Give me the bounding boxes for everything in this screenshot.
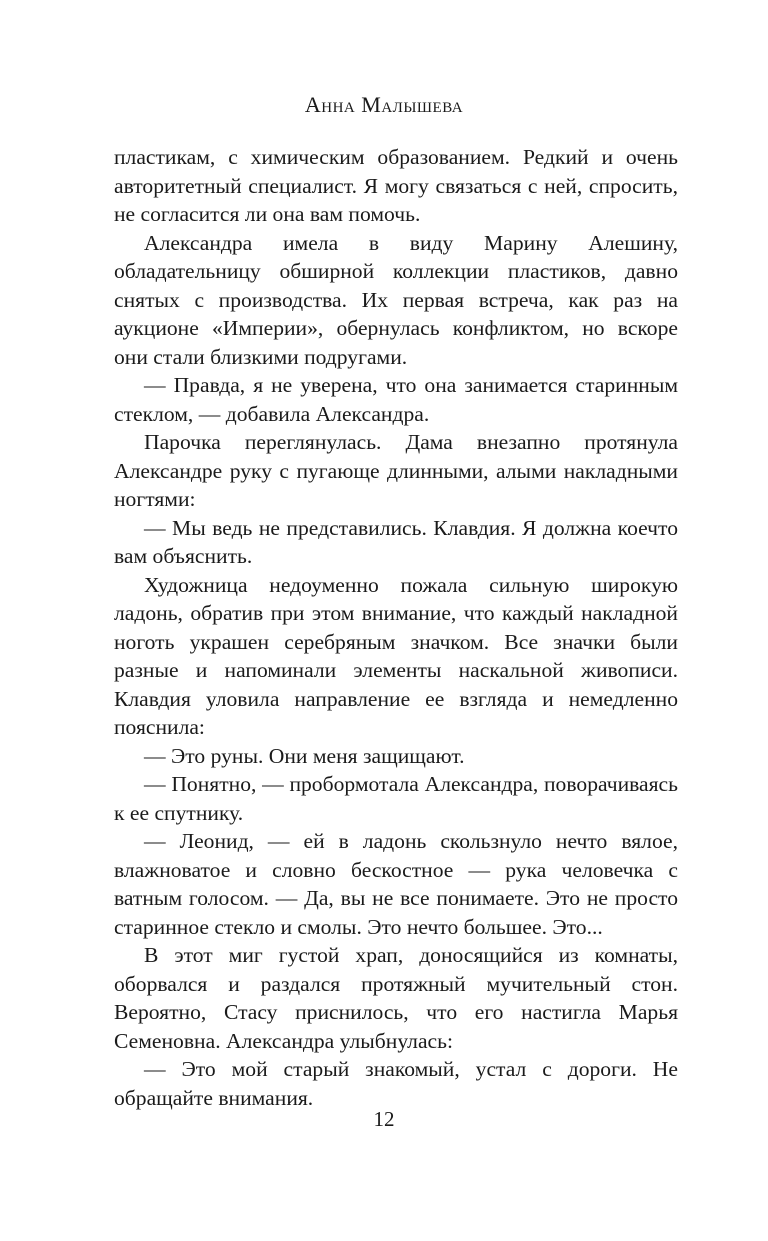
paragraph: В этот миг густой храп, доносящийся из комнаты, оборвался и раздался протяжный мучительный стон. Вероятно, Стасу приснилось, что его настигла Марья Семеновна. Александра улыбнулась: [114,943,678,1053]
paragraph: — Леонид, — ей в ладонь скользнуло нечто вялое, влажноватое и словно бескостное — рука человечка с ватным голосом. — Да, вы не все понимаете. Это не просто старинное стекло и смолы. Это нечто большее. Это... [114,829,678,939]
paragraph: — Понятно, — пробормотала Александра, поворачиваясь к ее спутнику. [114,772,678,825]
paragraph: Художница недоуменно пожала сильную широкую ладонь, обратив при этом внимание, что каждый накладной ноготь украшен серебряным значком. Все значки были разные и напоминали элементы наскальной живописи. Клавдия уловила направление ее взгляда и немедленно пояснила: [114,572,678,739]
paragraph: пластикам, с химическим образованием. Редкий и очень авторитетный специалист. Я могу связаться с ней, спросить, не согласится ли она вам помочь. [114,145,678,226]
paragraph: — Это мой старый знакомый, устал с дороги. Не обращайте внимания. [114,1057,678,1110]
running-header: Анна Малышева [304,92,464,117]
paragraph: — Это руны. Они меня защищают. [144,743,465,768]
paragraph: — Правда, я не уверена, что она занимается старинным стеклом, — добавила Александра. [114,373,678,426]
paragraph: Парочка переглянулась. Дама внезапно протянула Александре руку с пугающе длинными, алыми накладными ногтями: [114,430,678,511]
paragraph: Александра имела в виду Марину Алешину, обладательницу обширной коллекции пластиков, давно снятых с производства. Их первая встреча, как раз на аукционе «Империи», обернулась конфликтом, но вскоре они стали близкими подругами. [114,230,678,369]
page-number: 12 [373,1107,395,1131]
paragraph: — Мы ведь не представились. Клавдия. Я должна коечто вам объяснить. [114,515,678,568]
main-text [114,143,678,1112]
